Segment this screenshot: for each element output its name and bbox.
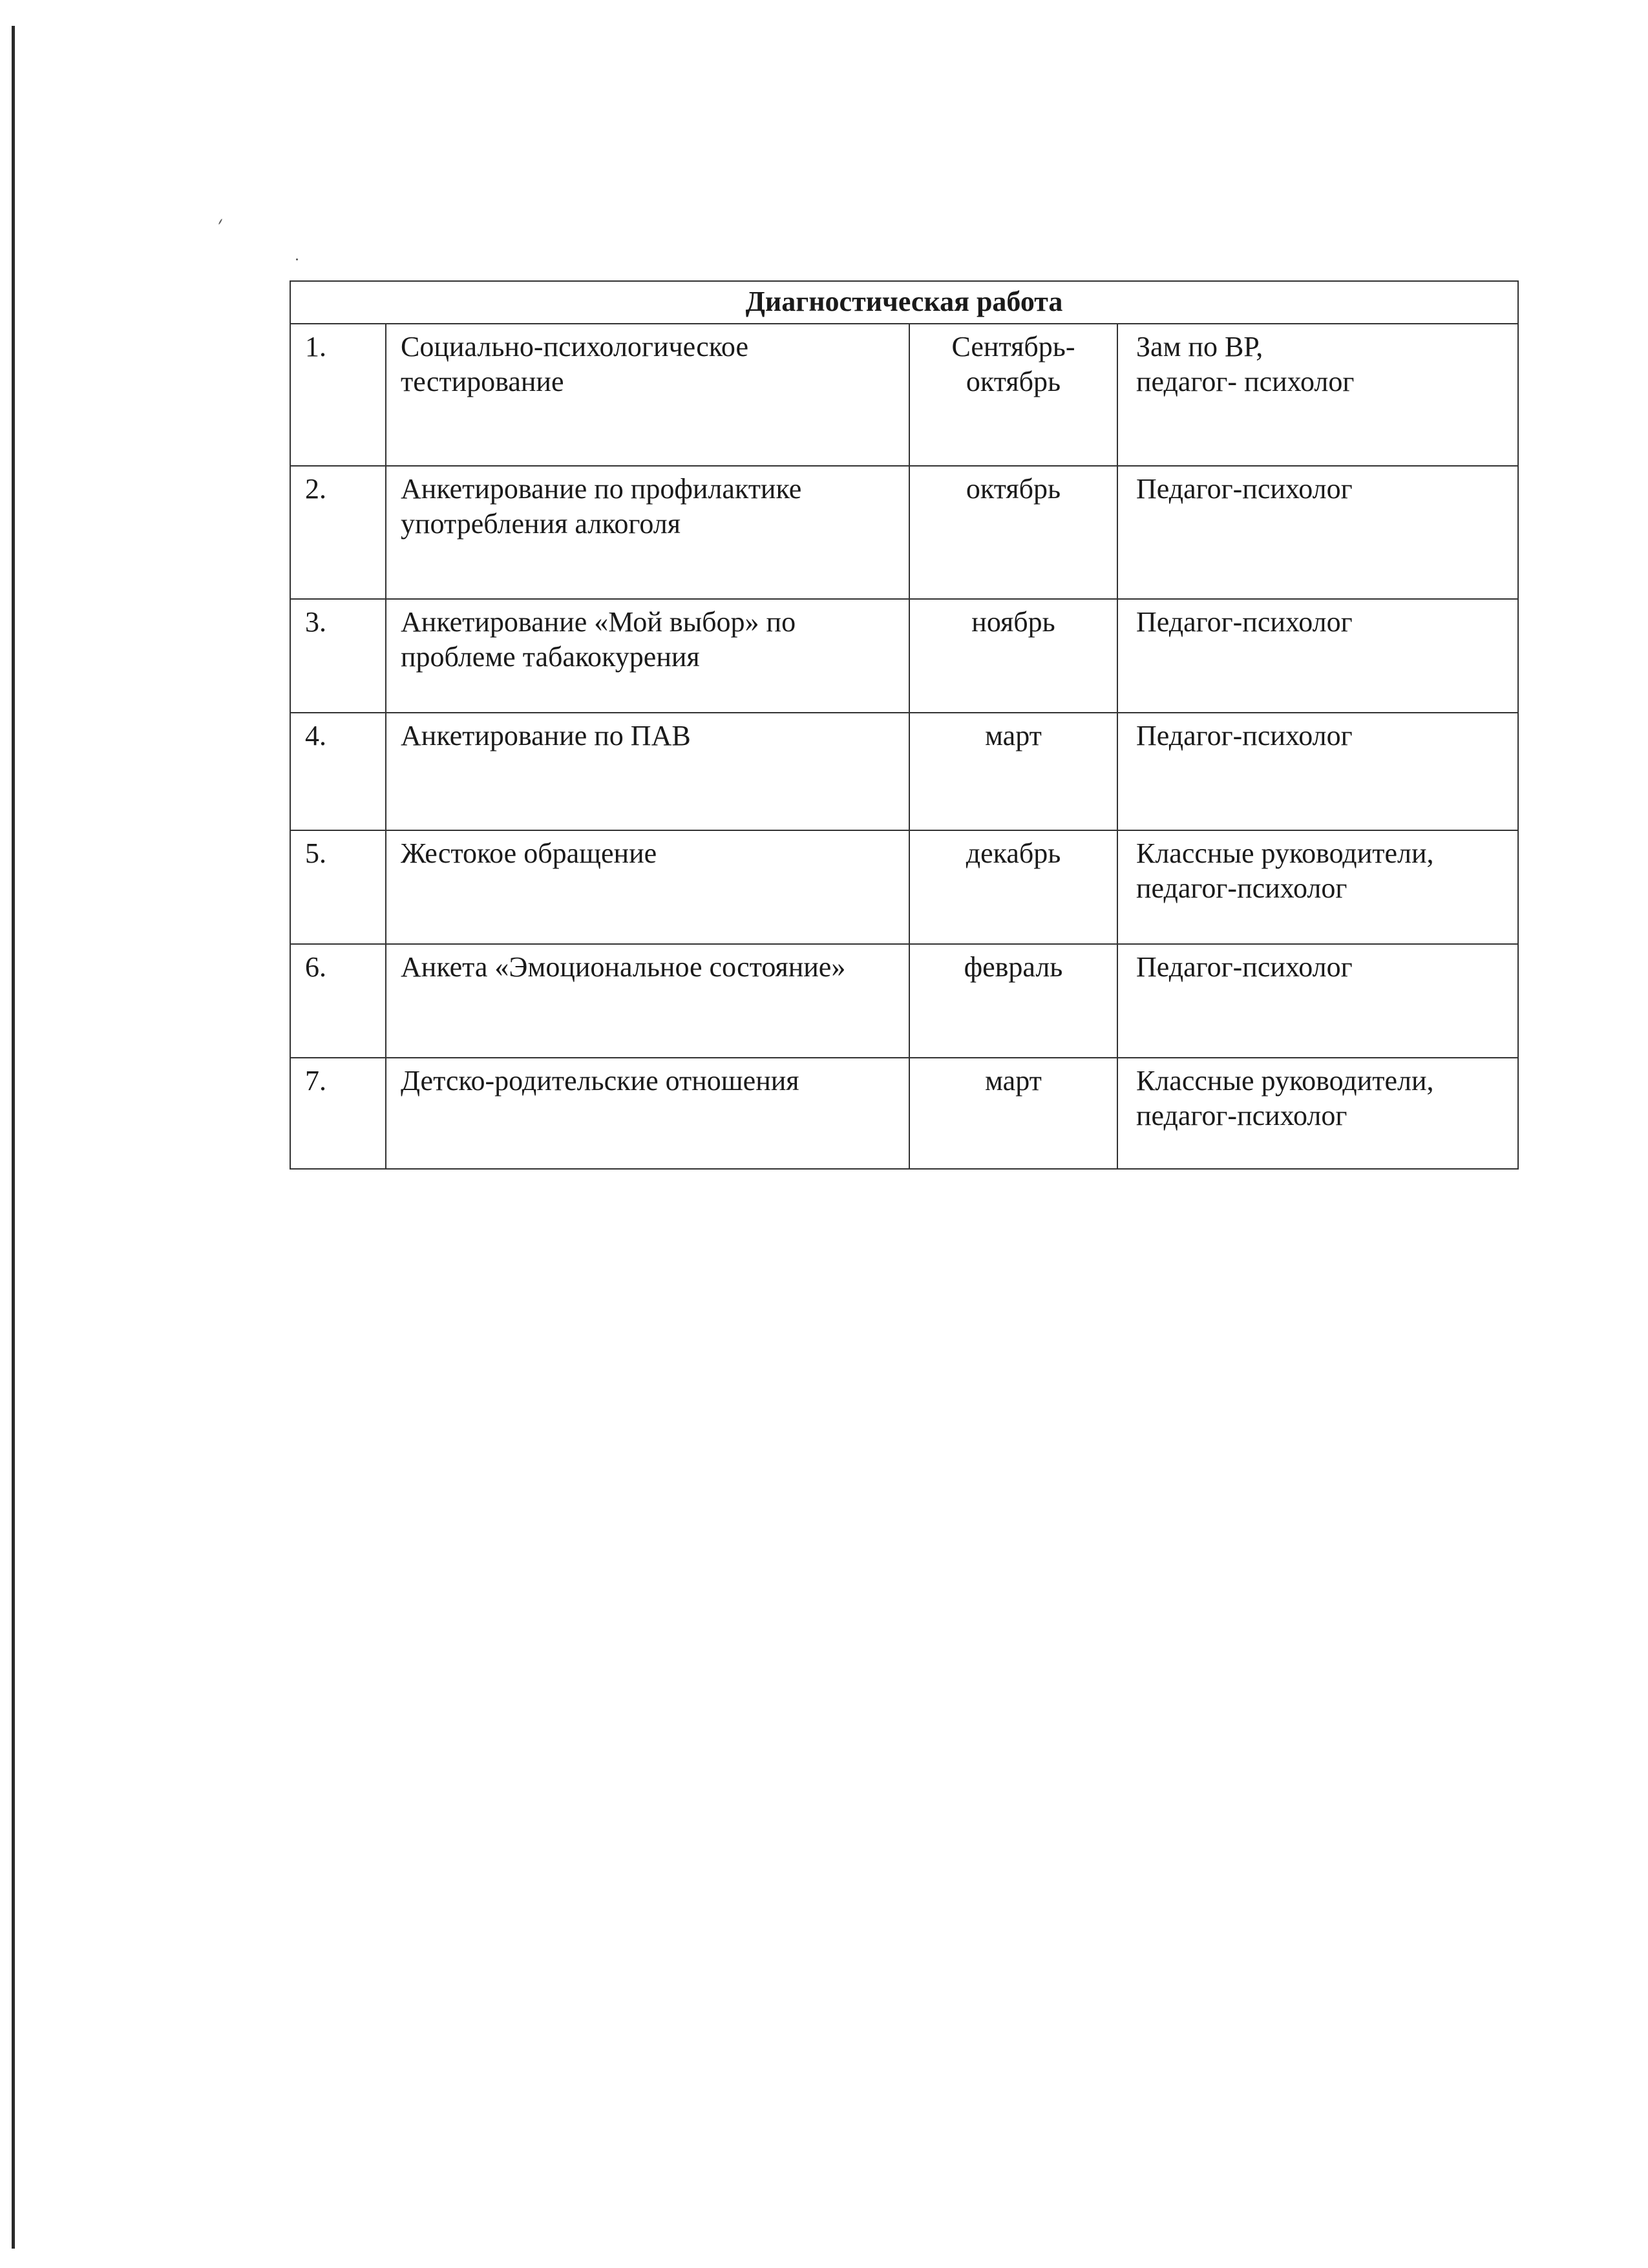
- table-row: [290, 599, 1518, 713]
- activity-date: октябрь: [909, 466, 1117, 599]
- row-number: 6.: [290, 944, 386, 1058]
- scan-speck: [218, 218, 223, 225]
- table-title: Диагностическая работа: [290, 281, 1518, 324]
- row-number: 4.: [290, 713, 386, 830]
- activity-date: Сентябрь- октябрь: [909, 324, 1117, 466]
- activity-date: ноябрь: [909, 599, 1117, 713]
- activity-responsible: Педагог-психолог: [1117, 599, 1518, 713]
- activity-name: Социально-психологическое тестирование: [386, 324, 909, 466]
- table-title-row: [290, 281, 1518, 324]
- table-row: [290, 830, 1518, 944]
- activity-name: Анкетирование «Мой выбор» по проблеме табакокурения: [386, 599, 909, 713]
- activity-date: март: [909, 1058, 1117, 1169]
- row-number: 5.: [290, 830, 386, 944]
- table-row: [290, 324, 1518, 466]
- table-row: [290, 466, 1518, 599]
- row-number: 1.: [290, 324, 386, 466]
- table-row: [290, 713, 1518, 830]
- table-row: [290, 1058, 1518, 1169]
- row-number: 2.: [290, 466, 386, 599]
- activity-date: март: [909, 713, 1117, 830]
- activity-name: Анкета «Эмоциональное состояние»: [386, 944, 909, 1058]
- activity-date: декабрь: [909, 830, 1117, 944]
- row-number: 3.: [290, 599, 386, 713]
- activity-responsible: Педагог-психолог: [1117, 944, 1518, 1058]
- activity-name: Анкетирование по профилактике употребления алкоголя: [386, 466, 909, 599]
- activity-name: Анкетирование по ПАВ: [386, 713, 909, 830]
- activity-date: февраль: [909, 944, 1117, 1058]
- table-row: [290, 944, 1518, 1058]
- activity-responsible: Педагог-психолог: [1117, 466, 1518, 599]
- scan-edge-line: [12, 26, 15, 2249]
- activity-responsible: Педагог-психолог: [1117, 713, 1518, 830]
- activity-name: Детско-родительские отношения: [386, 1058, 909, 1169]
- scan-speck: [296, 258, 298, 260]
- diagnostic-work-table: [290, 280, 1519, 1170]
- activity-name: Жестокое обращение: [386, 830, 909, 944]
- activity-responsible: Классные руководители, педагог-психолог: [1117, 830, 1518, 944]
- row-number: 7.: [290, 1058, 386, 1169]
- activity-responsible: Зам по ВР, педагог- психолог: [1117, 324, 1518, 466]
- activity-responsible: Классные руководители, педагог-психолог: [1117, 1058, 1518, 1169]
